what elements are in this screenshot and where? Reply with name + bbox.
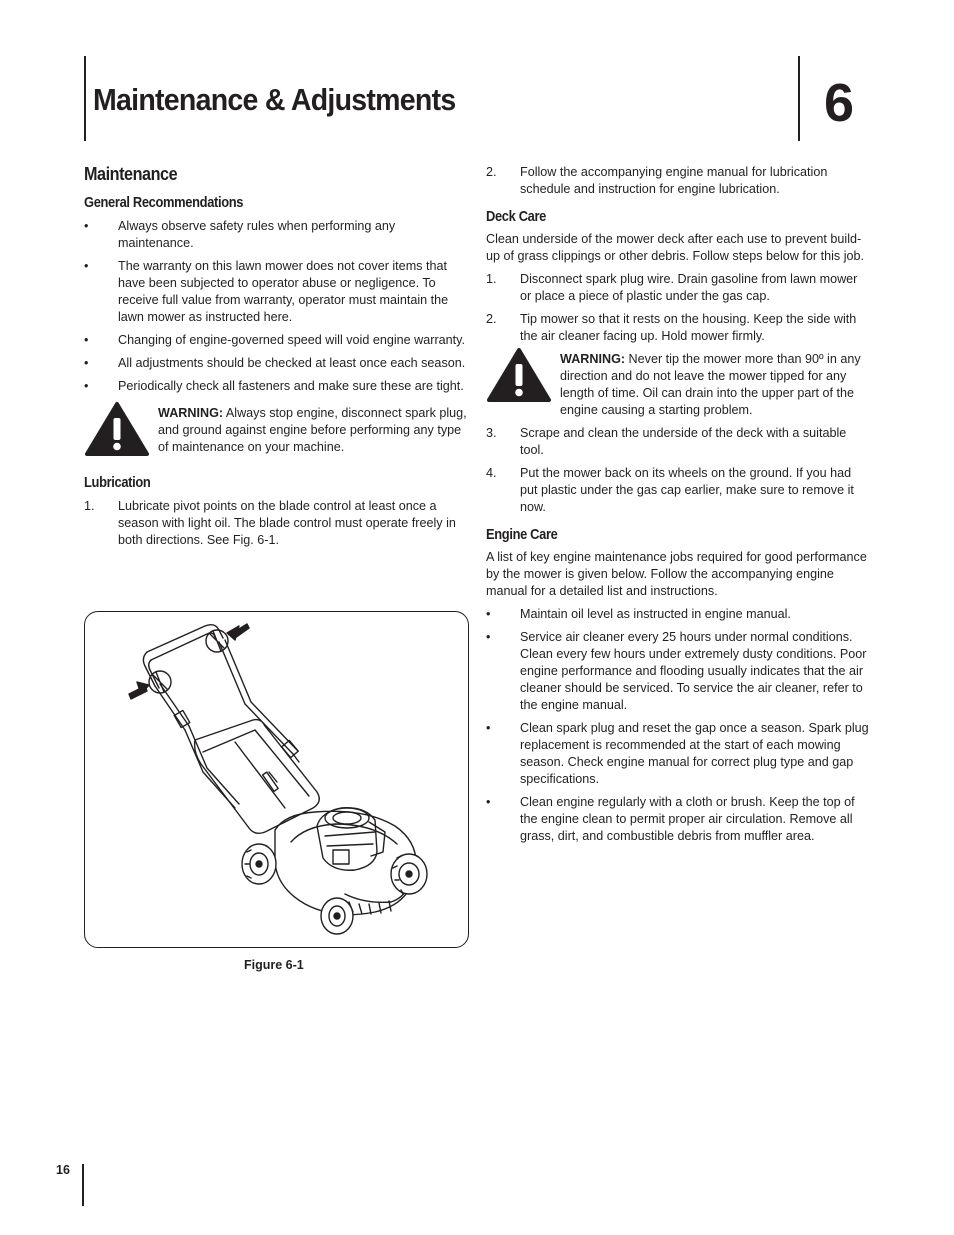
footer-rule	[82, 1164, 84, 1206]
step-number: 2.	[486, 165, 497, 179]
warning-text: Always stop engine, disconnect spark plug, and ground against engine before performing any type of maintenance on your machine.	[158, 406, 467, 454]
bullet-mark: •	[84, 333, 89, 347]
step-number: 2.	[486, 312, 497, 326]
list-item	[486, 606, 872, 623]
list-item	[486, 629, 872, 714]
list-item-text: Changing of engine-governed speed will void engine warranty.	[118, 333, 466, 347]
step-number: 1.	[486, 272, 497, 286]
step-number: 3.	[486, 426, 497, 440]
list-item	[486, 425, 872, 459]
list-item-text: Service air cleaner every 25 hours under normal conditions. Clean every few hours under extremely dusty conditions. Poor engine performance and flooding usually indicates that the air cleaner should be serviced. To service the air cleaner, refer to the engine manual.	[520, 630, 867, 712]
list-item-text: Tip mower so that it rests on the housing. Keep the side with the air cleaner facing up. Hold mower firmly.	[520, 312, 857, 343]
list-item	[486, 164, 872, 198]
right-column	[486, 164, 872, 851]
figure-caption: Figure 6-1	[244, 958, 304, 972]
bullet-mark: •	[84, 379, 89, 393]
left-column	[84, 166, 468, 555]
list-item-text: Scrape and clean the underside of the deck with a suitable tool.	[520, 426, 847, 457]
step-number: 4.	[486, 466, 497, 480]
list-item	[84, 218, 468, 252]
list-item-text: Always observe safety rules when performing any maintenance.	[118, 219, 396, 250]
warning-text: Never tip the mower more than 90º in any direction and do not leave the mower tipped for any length of time. Oil can drain into the upper part of the engine causing a starting problem.	[560, 352, 861, 417]
engine-care-intro: A list of key engine maintenance jobs required for good performance by the mower is given below. Follow the accompanying engine manual for a detailed list and instructions.	[486, 550, 867, 598]
header-left-rule	[84, 56, 86, 141]
list-item	[84, 258, 468, 326]
list-item	[486, 465, 872, 516]
list-item	[486, 311, 872, 345]
list-item-text: Put the mower back on its wheels on the ground. If you had put plastic under the gas cap earlier, make sure to remove it now.	[520, 466, 854, 514]
list-item	[486, 720, 872, 788]
warning-triangle-icon	[486, 347, 552, 403]
heading-deck-care: Deck Care	[486, 208, 547, 225]
list-item-text: Lubricate pivot points on the blade control at least once a season with light oil. The blade control must operate freely in both directions. See Fig. 6-1.	[118, 499, 456, 547]
heading-general-recommendations: General Recommendations	[84, 194, 244, 211]
bullet-mark: •	[84, 356, 89, 370]
deck-care-intro: Clean underside of the mower deck after each use to prevent build-up of grass clippings or other debris. Follow steps below for this job.	[486, 232, 864, 263]
bullet-mark: •	[486, 630, 491, 644]
bullet-mark: •	[486, 721, 491, 735]
warning-block	[84, 405, 468, 465]
warning-label: WARNING:	[560, 352, 626, 366]
bullet-mark: •	[84, 259, 89, 273]
general-bullet-list	[84, 218, 468, 395]
bullet-mark: •	[84, 219, 89, 233]
list-item-text: Clean engine regularly with a cloth or brush. Keep the top of the engine clean to permit proper air circulation. Remove all grass, dirt, and combustible debris from muffler area.	[520, 795, 855, 843]
list-item-text: Periodically check all fasteners and make sure these are tight.	[118, 379, 464, 393]
lawn-mower-illustration	[85, 612, 468, 947]
list-item	[84, 332, 468, 349]
heading-engine-care: Engine Care	[486, 526, 558, 543]
chapter-title: Maintenance & Adjustments	[93, 82, 456, 117]
warning-block	[486, 351, 872, 419]
figure-6-1-frame	[84, 611, 469, 948]
list-item-text: Clean spark plug and reset the gap once a season. Spark plug replacement is recommended at the start of each mowing season. Check engine manual for correct plug type and gap specifications.	[520, 721, 869, 786]
list-item-text: The warranty on this lawn mower does not cover items that have been subjected to operator abuse or negligence. To receive full value from warranty, operator must maintain the lawn mower as instructed here.	[118, 259, 449, 324]
list-item	[486, 794, 872, 845]
bullet-mark: •	[486, 795, 491, 809]
warning-label: WARNING:	[158, 406, 224, 420]
page-number: 16	[56, 1163, 70, 1177]
list-item-text: Maintain oil level as instructed in engine manual.	[520, 607, 791, 621]
list-item-text: Follow the accompanying engine manual for lubrication schedule and instruction for engine lubrication.	[520, 165, 828, 196]
bullet-mark: •	[486, 607, 491, 621]
list-item	[486, 271, 872, 305]
list-item	[84, 378, 468, 395]
chapter-number: 6	[824, 73, 855, 133]
list-item	[84, 355, 468, 372]
step-number: 1.	[84, 499, 95, 513]
list-item-text: All adjustments should be checked at least once each season.	[118, 356, 466, 370]
list-item	[84, 498, 468, 549]
warning-triangle-icon	[84, 401, 150, 457]
heading-lubrication: Lubrication	[84, 474, 151, 491]
header-right-rule	[798, 56, 800, 141]
list-item-text: Disconnect spark plug wire. Drain gasoline from lawn mower or place a piece of plastic under the gas cap.	[520, 272, 858, 303]
section-title-maintenance: Maintenance	[84, 164, 178, 184]
